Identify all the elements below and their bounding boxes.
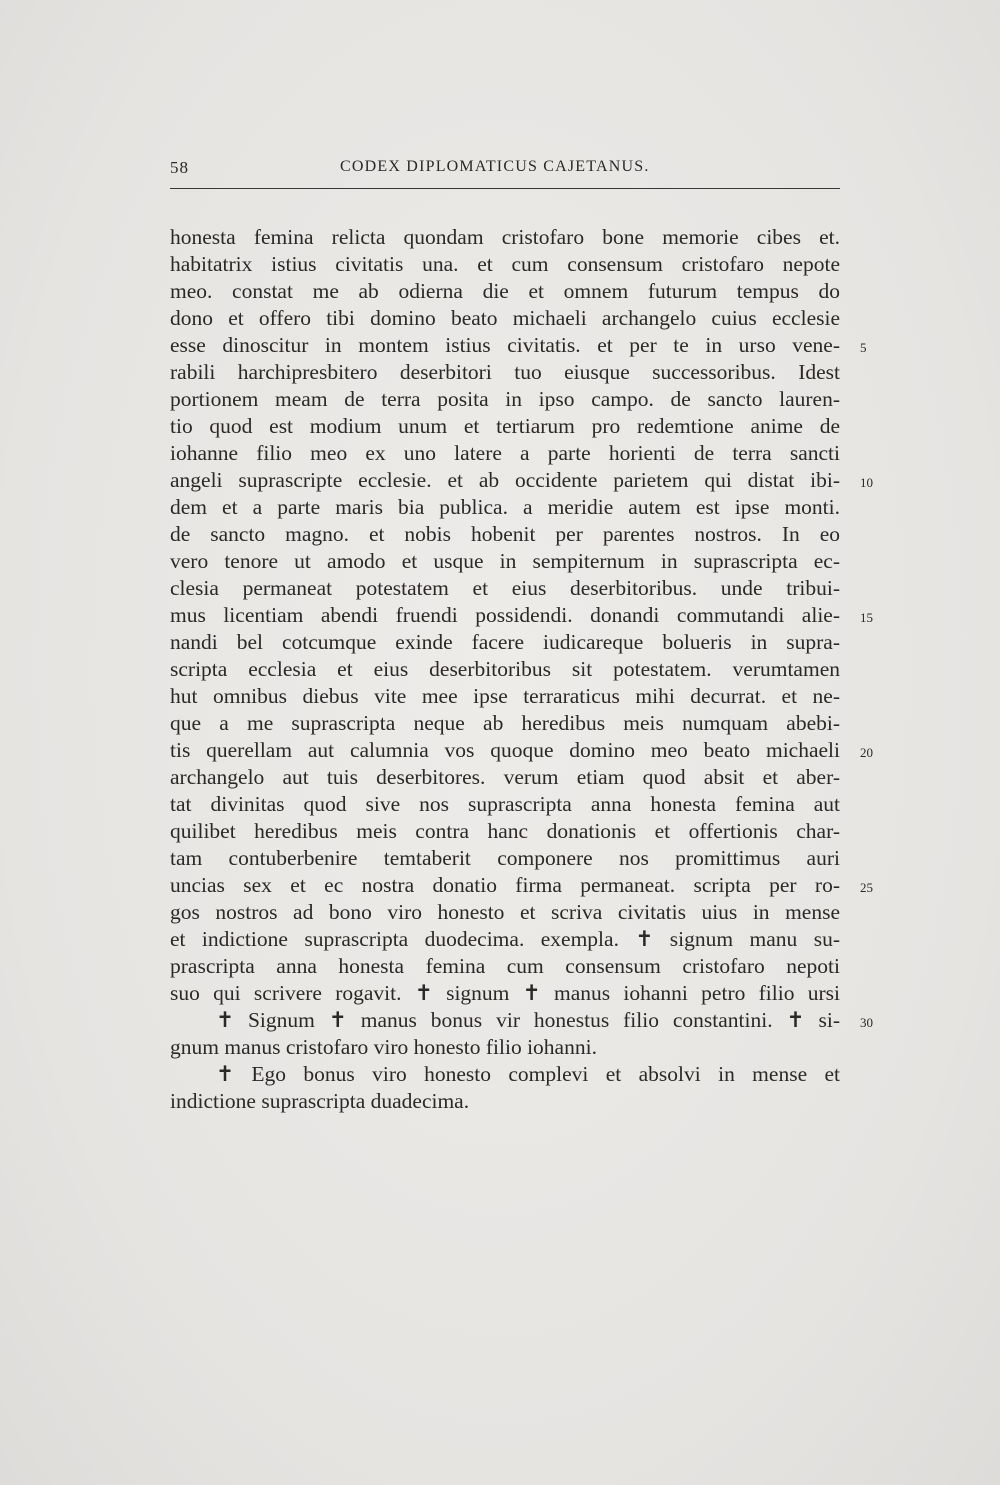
text-line: gnum manus cristofaro viro honesto filio iohanni.	[170, 1035, 597, 1059]
line-number: 30	[860, 1015, 873, 1030]
text-line: iohanne filio meo ex uno latere a parte horienti de terra sancti	[170, 441, 840, 465]
text-line: mus licentiam abendi fruendi possidendi. donandi commutandi alie-	[170, 603, 840, 627]
text-line: hut omnibus diebus vite mee ipse terraraticus mihi decurrat. et ne-	[170, 684, 840, 708]
body-text	[170, 224, 873, 1115]
text-line-wrap	[170, 737, 873, 764]
text-line: prascripta anna honesta femina cum consensum cristofaro nepoti	[170, 954, 840, 978]
text-line: suo qui scrivere rogavit. ✝ signum ✝ manus iohanni petro filio ursi	[170, 981, 840, 1005]
text-line: nandi bel cotcumque exinde facere iudicareque bolueris in supra-	[170, 630, 840, 654]
line-number: 15	[860, 610, 873, 625]
text-line: archangelo aut tuis deserbitores. verum etiam quod absit et aber-	[170, 765, 840, 789]
text-line: indictione suprascripta duadecima.	[170, 1089, 470, 1113]
running-title: CODEX DIPLOMATICUS CAJETANUS.	[340, 158, 650, 175]
running-head	[170, 158, 840, 180]
line-number: 10	[860, 475, 873, 490]
header-rule	[170, 188, 840, 189]
text-line: meo. constat me ab odierna die et omnem futurum tempus do	[170, 279, 840, 303]
text-line: uncias sex et ec nostra donatio firma permaneat. scripta per ro-	[170, 873, 840, 897]
text-line: quilibet heredibus meis contra hanc donationis et offertionis char-	[170, 819, 840, 843]
line-number: 25	[860, 880, 873, 895]
text-line: que a me suprascripta neque ab heredibus meis numquam abebi-	[170, 711, 840, 735]
text-line-wrap	[170, 332, 867, 359]
line-number: 20	[860, 745, 873, 760]
text-line: honesta femina relicta quondam cristofaro bone memorie cibes et.	[170, 225, 840, 249]
text-line: rabili harchipresbitero deserbitori tuo eiusque successoribus. Idest	[170, 360, 840, 384]
text-line: scripta ecclesia et eius deserbitoribus sit potestatem. verumtamen	[170, 657, 840, 681]
page-number: 58	[170, 158, 189, 177]
text-line: ✝ Signum ✝ manus bonus vir honestus filio constantini. ✝ si-	[216, 1008, 840, 1032]
text-line: et indictione suprascripta duodecima. exempla. ✝ signum manu su-	[170, 927, 840, 951]
text-line: tam contuberbenire temtaberit componere nos promittimus auri	[170, 846, 840, 870]
text-line: tat divinitas quod sive nos suprascripta anna honesta femina aut	[170, 792, 840, 816]
text-line-wrap	[170, 467, 873, 494]
text-line-wrap	[170, 872, 873, 899]
line-number: 5	[860, 340, 867, 355]
text-line: angeli suprascripte ecclesie. et ab occidente parietem qui distat ibi-	[170, 468, 840, 492]
text-line: clesia permaneat potestatem et eius deserbitoribus. unde tribui-	[170, 576, 840, 600]
text-line: vero tenore ut amodo et usque in sempiternum in suprascripta ec-	[170, 549, 840, 573]
text-line: gos nostros ad bono viro honesto et scriva civitatis uius in mense	[170, 900, 840, 924]
text-line: dem et a parte maris bia publica. a meridie autem est ipse monti.	[170, 495, 840, 519]
text-line: tio quod est modium unum et tertiarum pro redemtione anime de	[170, 414, 840, 438]
text-line: esse dinoscitur in montem istius civitatis. et per te in urso vene-	[170, 333, 840, 357]
text-line: habitatrix istius civitatis una. et cum consensum cristofaro nepote	[170, 252, 840, 276]
text-line: de sancto magno. et nobis hobenit per parentes nostros. In eo	[170, 522, 840, 546]
text-line: tis querellam aut calumnia vos quoque domino meo beato michaeli	[170, 738, 840, 762]
text-line-wrap	[170, 602, 873, 629]
text-line-wrap	[170, 1007, 873, 1034]
text-line: dono et offero tibi domino beato michaeli archangelo cuius ecclesie	[170, 306, 840, 330]
text-line: ✝ Ego bonus viro honesto complevi et absolvi in mense et	[216, 1062, 840, 1086]
text-line: portionem meam de terra posita in ipso campo. de sancto lauren-	[170, 387, 840, 411]
